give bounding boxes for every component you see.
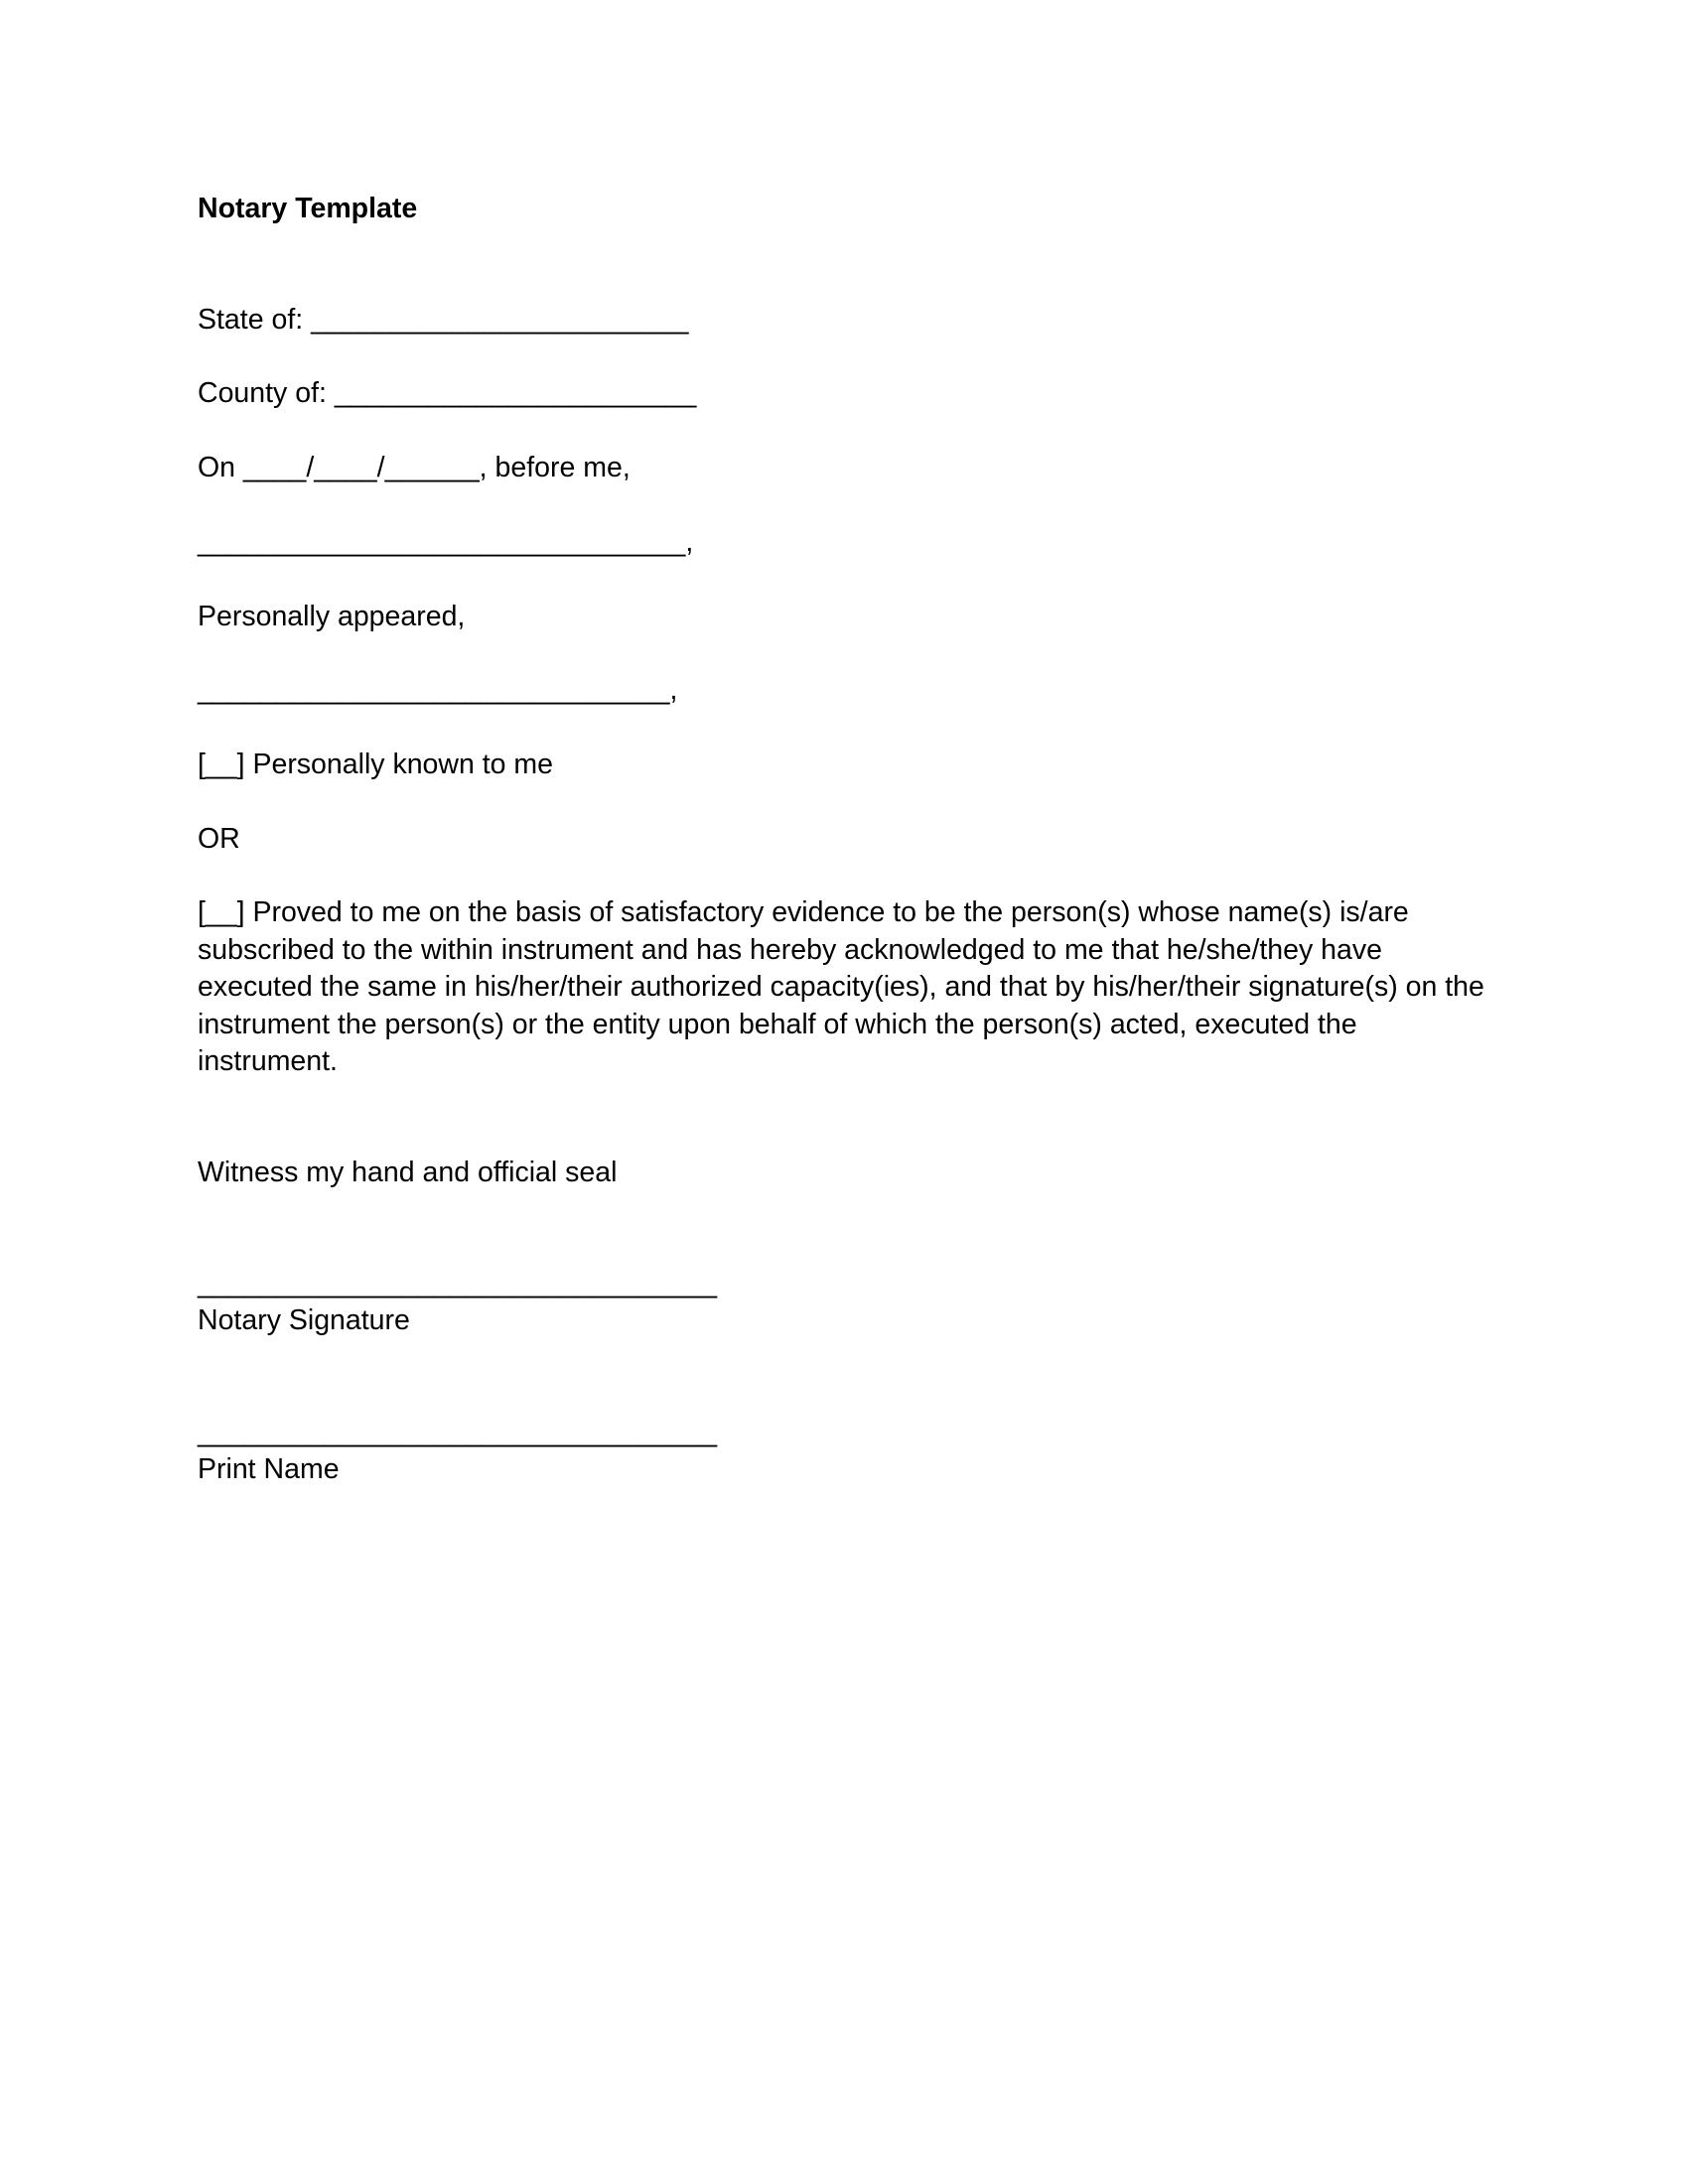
state-field: State of: ________________________ — [198, 304, 689, 336]
notary-signature-blank: _________________________________ — [198, 1268, 718, 1299]
print-name-label: Print Name — [198, 1453, 340, 1485]
witness-statement: Witness my hand and official seal — [198, 1157, 618, 1188]
proved-text-line: instrument. — [198, 1045, 338, 1077]
print-name-blank: _________________________________ — [198, 1417, 718, 1448]
proved-text-line: executed the same in his/her/their authorized capacity(ies), and that by his/her/their signature(s) on the — [198, 971, 1484, 1003]
signer-name-blank: ______________________________, — [198, 674, 678, 706]
county-field: County of: _______________________ — [198, 377, 697, 409]
personally-appeared-label: Personally appeared, — [198, 601, 466, 632]
option-personally-known: [__] Personally known to me — [198, 749, 554, 780]
document-title: Notary Template — [198, 193, 418, 224]
date-field: On ____/____/______, before me, — [198, 452, 631, 483]
notary-signature-label: Notary Signature — [198, 1304, 410, 1336]
notary-officer-blank: _______________________________, — [198, 526, 694, 558]
proved-text-line: instrument the person(s) or the entity upon behalf of which the person(s) acted, executed the — [198, 1008, 1357, 1040]
proved-text-line: subscribed to the within instrument and has hereby acknowledged to me that he/she/they have — [198, 933, 1382, 966]
proved-text-line: [__] Proved to me on the basis of satisfactory evidence to be the person(s) whose name(s) is/are — [198, 896, 1409, 928]
or-label: OR — [198, 823, 240, 855]
option-proved-evidence — [198, 894, 1508, 1081]
